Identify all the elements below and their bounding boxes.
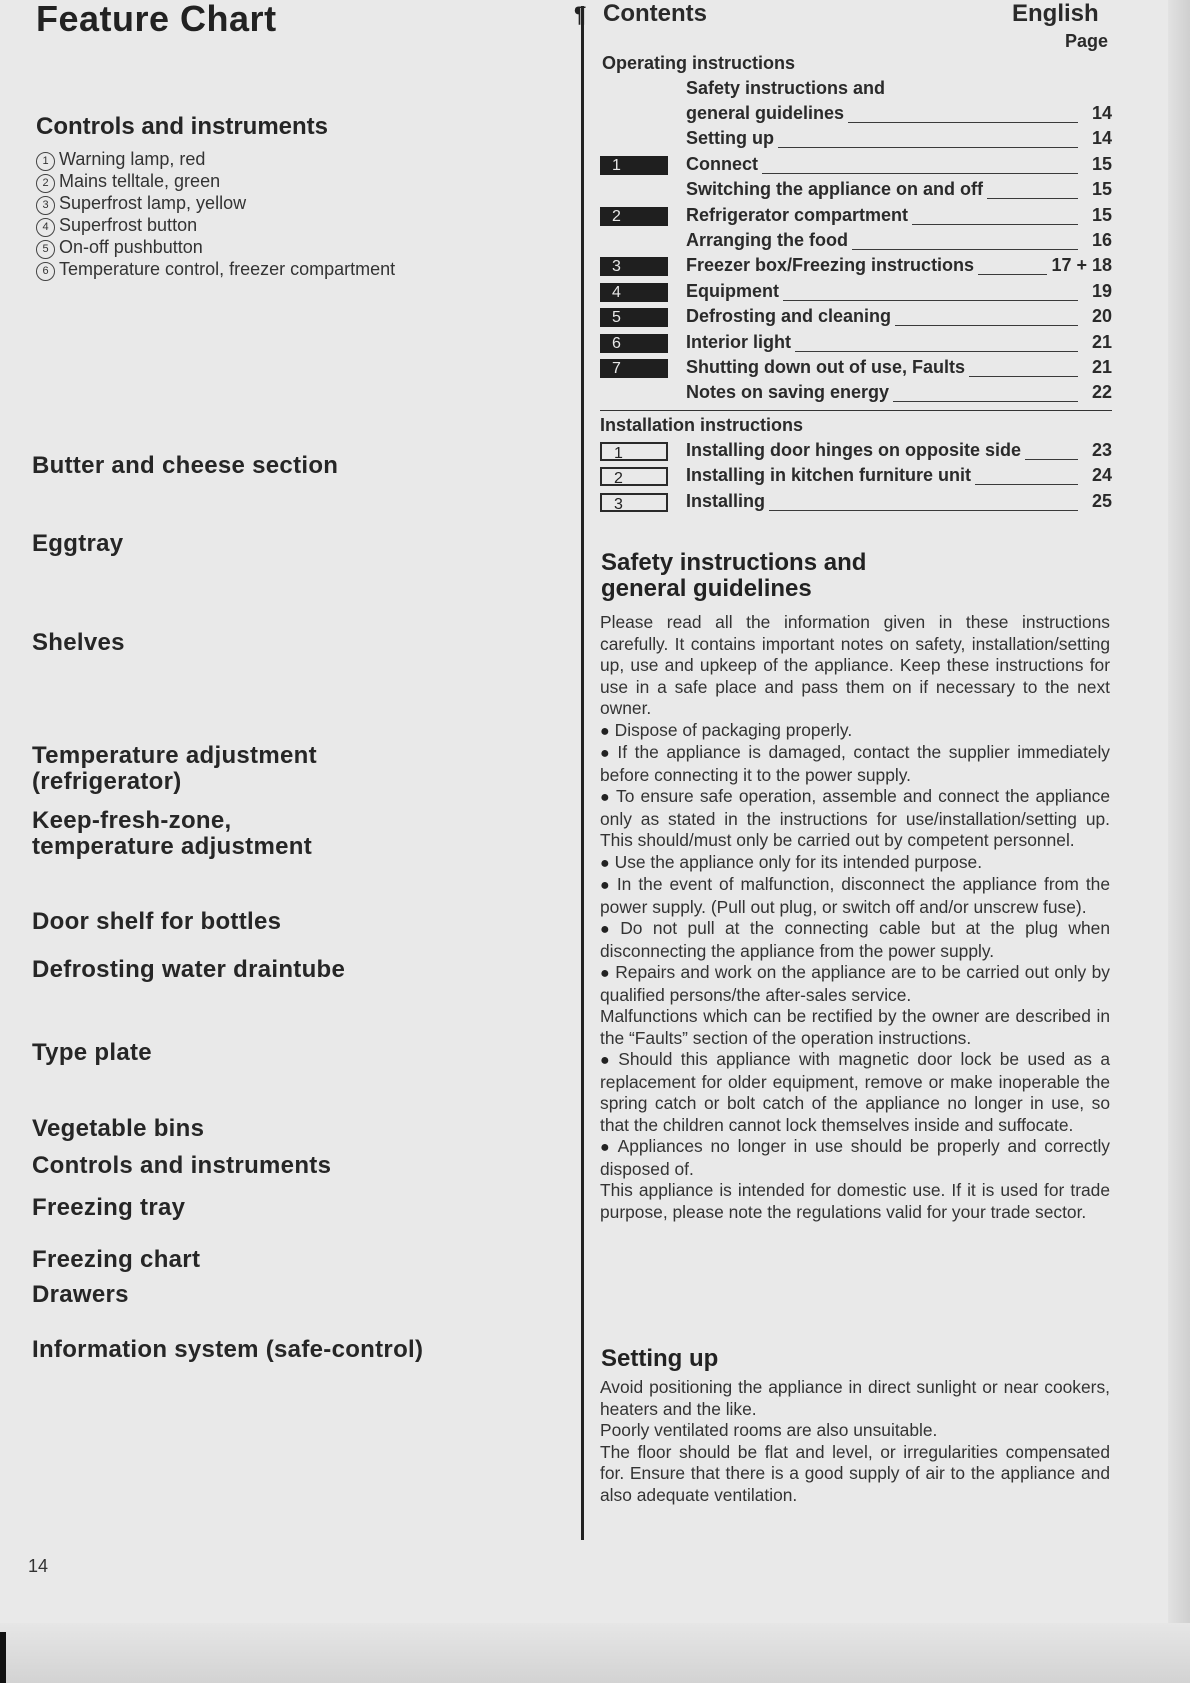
circled-number: 1 [36,152,55,171]
bullet-paragraph: ● Repairs and work on the appliance are to be carried out only by qualified persons/the after-sales service. [600,962,1110,1006]
feature-label: Drawers [32,1281,129,1308]
safety-heading-line2: general guidelines [601,575,812,602]
chapter-badge: 2 [600,467,668,486]
toc-row[interactable] [600,154,1112,178]
paragraph: Malfunctions which can be rectified by the owner are described in the “Faults” section of the operation instructions. [600,1006,1110,1048]
feature-label: Temperature adjustment [32,742,317,769]
feature-label: Information system (safe-control) [32,1336,424,1363]
contents-title: Contents [603,0,707,27]
feature-label: Door shelf for bottles [32,908,282,935]
circled-number: 5 [36,240,55,259]
toc-page-number: 15 [1088,205,1112,226]
control-item [36,259,395,281]
toc-entry-text: Setting up [686,128,778,149]
paragraph: This appliance is intended for domestic use. If it is used for trade purpose, please note the regulations valid for your trade sector. [600,1180,1110,1222]
column-divider [581,6,584,1540]
control-item [36,215,395,237]
setting-up-body [600,1377,1110,1506]
bullet-paragraph: ● Do not pull at the connecting cable but at the plug when disconnecting the appliance from the power supply. [600,918,1110,962]
toc-row[interactable] [600,281,1112,305]
control-label: Mains telltale, green [59,171,221,191]
chapter-badge: 3 [600,493,668,512]
toc-row[interactable] [600,103,1112,127]
control-label: Warning lamp, red [59,149,206,169]
toc-entry-text: Installing door hinges on opposite side [686,440,1025,461]
feature-label: Shelves [32,629,125,656]
toc-entry-text: Notes on saving energy [686,382,893,403]
control-item [36,193,395,215]
chapter-badge: 6 [600,334,668,353]
control-label: On-off pushbutton [59,237,203,257]
control-item [36,149,395,171]
toc-row[interactable] [600,440,1112,464]
toc-entry-text: Freezer box/Freezing instructions [686,255,978,276]
scan-edge [0,1632,6,1683]
toc-row[interactable] [600,357,1112,381]
toc-page-number: 14 [1088,103,1112,124]
feature-label: Freezing tray [32,1194,186,1221]
feature-label: Controls and instruments [32,1152,332,1179]
paragraph: Avoid positioning the appliance in direct sunlight or near cookers, heaters and the like. [600,1377,1110,1419]
toc-entry-text: Installing in kitchen furniture unit [686,465,975,486]
toc-row[interactable] [600,306,1112,330]
chapter-badge: 3 [600,257,668,276]
toc-row[interactable] [600,465,1112,489]
controls-heading: Controls and instruments [36,113,329,140]
toc-row[interactable] [600,205,1112,229]
toc-page-number: 21 [1088,357,1112,378]
toc-entry-text: Interior light [686,332,795,353]
toc-text-line: Safety instructions and [686,78,886,98]
operating-instructions-heading: Operating instructions [602,53,796,73]
toc-page-number: 21 [1088,332,1112,353]
circled-number: 3 [36,196,55,215]
feature-chart-title: Feature Chart [36,0,277,39]
toc-entry-text: Shutting down out of use, Faults [686,357,969,378]
bullet-paragraph: ● In the event of malfunction, disconnect the appliance from the power supply. (Pull out plug, or switch off and/or unscrew fuse). [600,874,1110,918]
toc-page-number: 25 [1088,491,1112,512]
feature-label: temperature adjustment [32,833,312,860]
bullet-paragraph: ● Dispose of packaging properly. [600,720,1110,743]
toc-page-number: 19 [1088,281,1112,302]
paragraph: Poorly ventilated rooms are also unsuitable. [600,1420,938,1440]
feature-label: Keep-fresh-zone, [32,807,232,834]
toc-entry-text: Equipment [686,281,783,302]
setting-up-heading: Setting up [601,1345,719,1372]
bullet-paragraph: ● Appliances no longer in use should be properly and correctly disposed of. [600,1136,1110,1180]
toc-entry-text: Refrigerator compartment [686,205,912,226]
paragraph: The floor should be flat and level, or irregularities compensated for. Ensure that there is a good supply of air to the appliance and also adequate ventilation. [600,1441,1110,1505]
toc-entry-text: Connect [686,154,762,175]
toc-row[interactable] [600,179,1112,203]
control-label: Temperature control, freezer compartment [59,259,396,279]
toc-row[interactable] [600,255,1112,279]
page-bottom-shadow [0,1623,1190,1683]
bullet-paragraph: ● Use the appliance only for its intended purpose. [600,852,1110,875]
control-item [36,237,395,259]
feature-label: Vegetable bins [32,1115,205,1142]
toc-page-number: 23 [1088,440,1112,461]
bullet-paragraph: ● If the appliance is damaged, contact the supplier immediately before connecting it to the power supply. [600,742,1110,786]
pilcrow-icon: ¶ [574,2,587,27]
control-label: Superfrost button [59,215,198,235]
toc-entry-text: Switching the appliance on and off [686,179,987,200]
chapter-badge: 1 [600,156,668,175]
toc-page-number: 22 [1088,382,1112,403]
toc-page-number: 17 + 18 [1047,255,1112,276]
toc-entry-text: general guidelines [686,103,848,124]
circled-number: 2 [36,174,55,193]
toc-entry-text: Installing [686,491,769,512]
language-label: English [1012,0,1099,27]
feature-label: Freezing chart [32,1246,201,1273]
chapter-badge: 2 [600,207,668,226]
chapter-badge: 1 [600,442,668,461]
circled-number: 4 [36,218,55,237]
toc-row[interactable] [600,491,1112,515]
safety-body [600,612,1110,1223]
control-item [36,171,395,193]
paragraph: Please read all the information given in these instructions carefully. It contains important notes on safety, installation/setting up, use and upkeep of the appliance. Keep these instructions for use in a safe place and pass them on if necessary to the next owner. [600,612,1110,718]
section-rule [600,410,1112,411]
page-number: 14 [28,1556,49,1576]
toc-row[interactable] [600,128,1112,152]
feature-label: Eggtray [32,530,124,557]
page-edge-shadow [1168,0,1190,1683]
toc-page-number: 15 [1088,179,1112,200]
installation-instructions-heading: Installation instructions [600,415,804,435]
page-column-header: Page [1065,31,1109,51]
toc-page-number: 15 [1088,154,1112,175]
toc-page-number: 14 [1088,128,1112,149]
chapter-badge: 7 [600,359,668,378]
feature-label: Butter and cheese section [32,452,339,479]
toc-page-number: 24 [1088,465,1112,486]
toc-page-number: 20 [1088,306,1112,327]
toc-entry-text: Defrosting and cleaning [686,306,895,327]
controls-list [36,149,395,281]
circled-number: 6 [36,262,55,281]
feature-label: Defrosting water draintube [32,956,346,983]
chapter-badge: 4 [600,283,668,302]
toc-row[interactable] [600,230,1112,254]
bullet-paragraph: ● Should this appliance with magnetic door lock be used as a replacement for older equipment, remove or make inoperable the spring catch or bolt catch of the appliance no longer in use, so that the children cannot lock themselves inside and suffocate. [600,1049,1110,1136]
toc-row[interactable] [600,382,1112,406]
toc-entry-text: Arranging the food [686,230,852,251]
toc-row[interactable] [600,332,1112,356]
toc-page-number: 16 [1088,230,1112,251]
control-label: Superfrost lamp, yellow [59,193,247,213]
safety-heading-line1: Safety instructions and [601,549,867,576]
bullet-paragraph: ● To ensure safe operation, assemble and connect the appliance only as stated in the instructions for use/installation/setting up. This should/must only be carried out by competent personnel. [600,786,1110,852]
chapter-badge: 5 [600,308,668,327]
feature-label: (refrigerator) [32,768,182,795]
feature-label: Type plate [32,1039,152,1066]
